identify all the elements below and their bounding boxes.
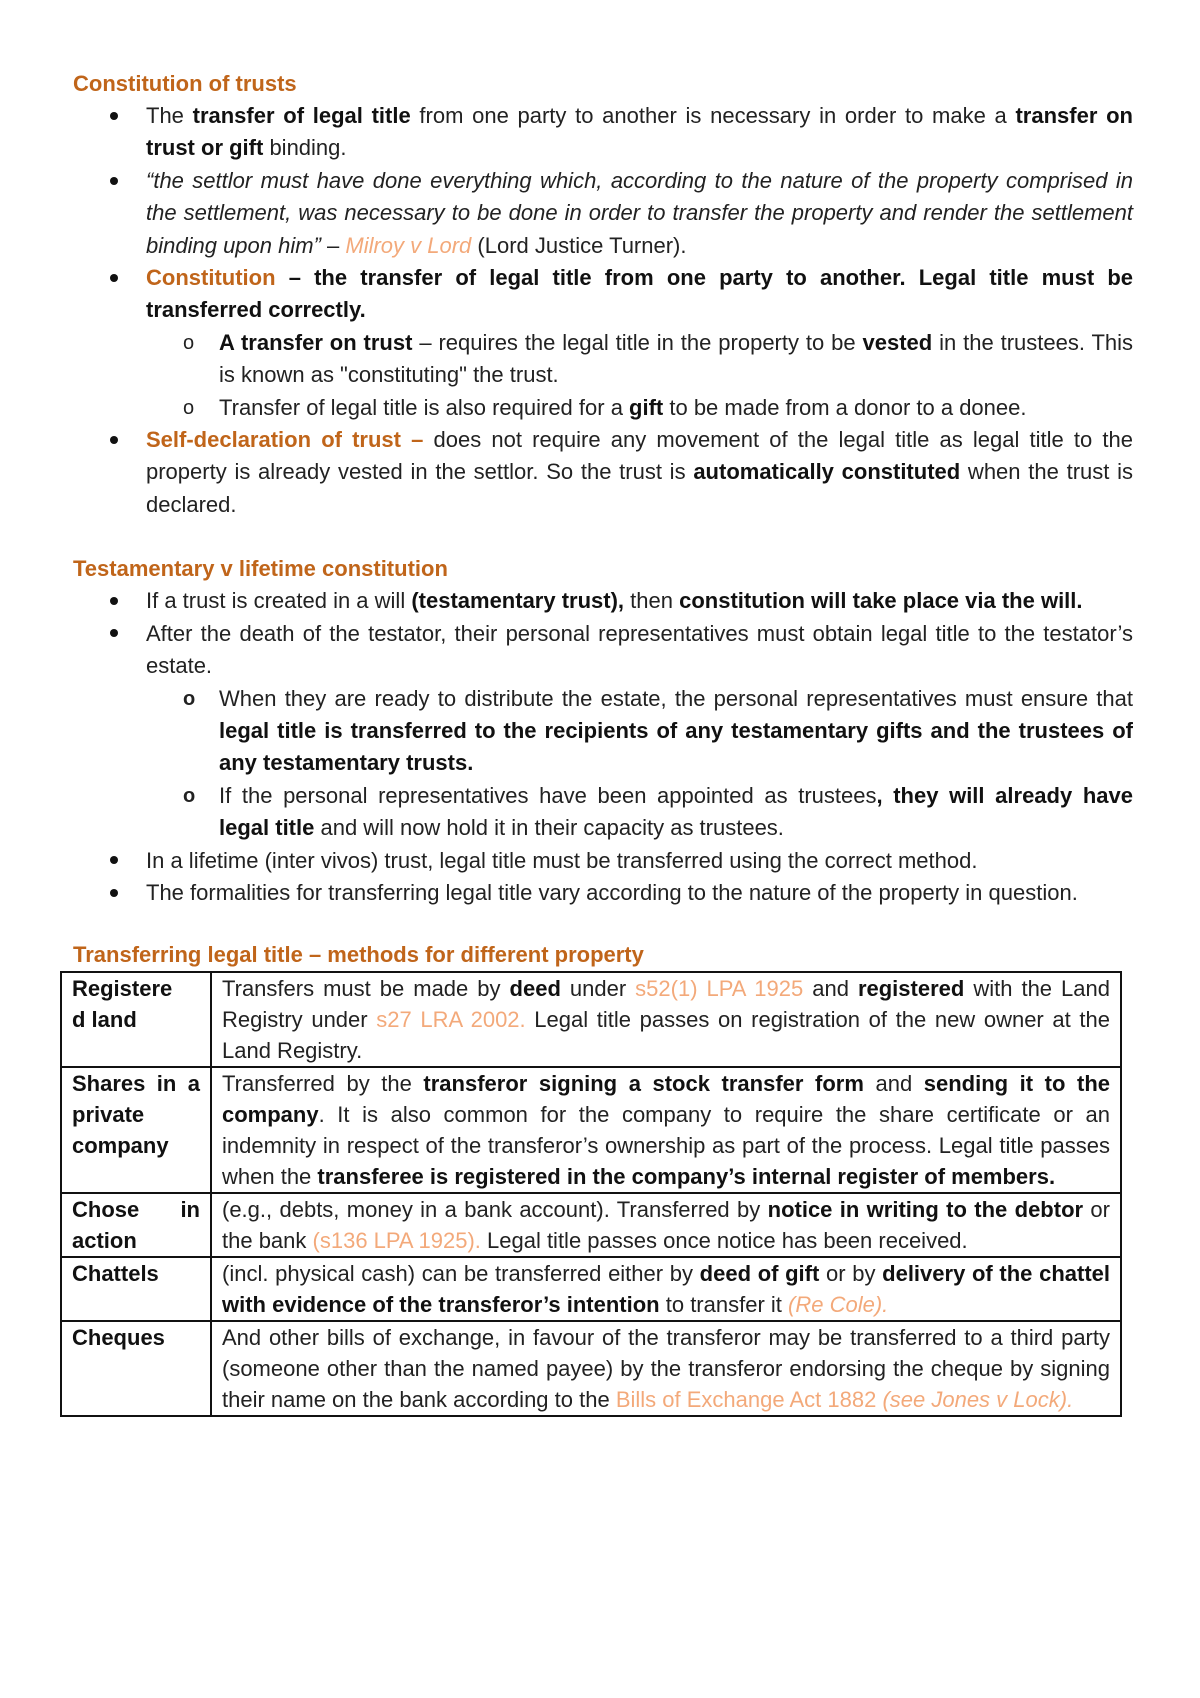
row-key: Registere d land — [61, 972, 211, 1067]
list-item: If a trust is created in a will (testamentary trust), then constitution will take place via the will. — [73, 585, 1133, 617]
list-item: In a lifetime (inter vivos) trust, legal title must be transferred using the correct method. — [73, 845, 1133, 877]
sub-list-item: o Transfer of legal title is also required for a gift to be made from a donor to a donee. — [73, 392, 1133, 424]
statute-link[interactable]: (s136 LPA 1925). — [312, 1228, 481, 1254]
hollow-bullet-icon: o — [183, 784, 196, 807]
section-heading-constitution: Constitution of trusts — [73, 71, 297, 96]
hollow-bullet-icon: o — [183, 396, 195, 419]
case-link-milroy[interactable]: Milroy v Lord — [345, 232, 472, 258]
sub-list-item: o If the personal representatives have been appointed as trustees, they will already have legal title and will now hold it in their capacity as trustees. — [73, 780, 1133, 845]
table-row — [61, 972, 1121, 1067]
list-item: After the death of the testator, their personal representatives must obtain legal title to the testator’s estate. — [73, 618, 1133, 683]
bullet-icon — [110, 424, 118, 456]
bullet-icon — [110, 618, 118, 650]
row-key: Cheques — [61, 1321, 211, 1416]
case-link-re-cole[interactable]: (Re Cole). — [788, 1292, 889, 1318]
bullet-icon — [110, 877, 118, 909]
table-row — [61, 1321, 1121, 1416]
row-key: Chose in action — [61, 1193, 211, 1257]
list-item: Self-declaration of trust – does not require any movement of the legal title as legal title to the property is already vested in the settlor. So the trust is automatically constituted when the trust is declared. — [73, 424, 1133, 521]
case-link-jones-v-lock[interactable]: (see Jones v Lock). — [882, 1387, 1074, 1413]
spacer — [73, 909, 1133, 939]
hollow-bullet-icon: o — [183, 687, 196, 710]
statute-link[interactable]: s52(1) LPA 1925 — [635, 976, 804, 1002]
bullet-icon — [110, 585, 118, 617]
document-page — [73, 68, 1133, 1417]
list-item: “the settlor must have done everything which, according to the nature of the property comprised in the settlement, was necessary to be done in order to transfer the property and render the settlement binding upon him” – Milroy v Lord (Lord Justice Turner). — [73, 165, 1133, 262]
sub-list-item: o When they are ready to distribute the estate, the personal representatives must ensure that legal title is transferred to the recipients of any testamentary gifts and the trustees of any testamentary trusts. — [73, 683, 1133, 780]
row-value: And other bills of exchange, in favour of the transferor may be transferred to a third party (someone other than the named payee) by the transferor endorsing the cheque by signing their name on the bank according to the Bills of Exchange Act 1882 (see Jones v Lock). — [211, 1321, 1121, 1416]
table-row — [61, 1257, 1121, 1321]
list-item: The transfer of legal title from one party to another is necessary in order to make a transfer on trust or gift binding. — [73, 100, 1133, 165]
section-list-constitution — [73, 100, 1133, 521]
methods-table — [60, 971, 1122, 1417]
section-heading-testamentary: Testamentary v lifetime constitution — [73, 556, 448, 582]
row-key: Shares in a private company — [61, 1067, 211, 1193]
spacer — [73, 521, 1133, 553]
bullet-icon — [110, 100, 118, 132]
bullet-icon — [110, 845, 118, 877]
row-key: Chattels — [61, 1257, 211, 1321]
bullet-icon — [110, 165, 118, 197]
row-value: (incl. physical cash) can be transferred either by deed of gift or by delivery of the chattel with evidence of the transferor’s intention to transfer it (Re Cole). — [211, 1257, 1121, 1321]
hollow-bullet-icon: o — [183, 331, 195, 354]
table-row — [61, 1067, 1121, 1193]
table-row — [61, 1193, 1121, 1257]
section-heading-methods: Transferring legal title – methods for different property — [73, 942, 644, 968]
sub-list-item: o A transfer on trust – requires the legal title in the property to be vested in the trustees. This is known as "constituting" the trust. — [73, 327, 1133, 392]
list-item: Constitution – the transfer of legal title from one party to another. Legal title must be transferred correctly. — [73, 262, 1133, 327]
bullet-icon — [110, 262, 118, 294]
quote-text: “the settlor must have done everything which, according to the nature of the property comprised in the settlement, was necessary to be done in order to transfer the property and render the settlement binding upon him” — [146, 167, 1133, 258]
row-value: (e.g., debts, money in a bank account). Transferred by notice in writing to the debtor or the bank (s136 LPA 1925). Legal title passes once notice has been received. — [211, 1193, 1121, 1257]
section-list-testamentary — [73, 585, 1133, 909]
list-item: The formalities for transferring legal title vary according to the nature of the property in question. — [73, 877, 1133, 909]
row-value: Transferred by the transferor signing a stock transfer form and sending it to the company. It is also common for the company to require the share certificate or an indemnity in respect of the transferor’s ownership as part of the process. Legal title passes when the transferee is registered in the company’s internal register of members. — [211, 1067, 1121, 1193]
row-value: Transfers must be made by deed under s52(1) LPA 1925 and registered with the Land Registry under s27 LRA 2002. Legal title passes on registration of the new owner at the Land Registry. — [211, 972, 1121, 1067]
statute-link[interactable]: s27 LRA 2002. — [376, 1007, 526, 1033]
statute-link[interactable]: Bills of Exchange Act 1882 — [615, 1387, 877, 1413]
